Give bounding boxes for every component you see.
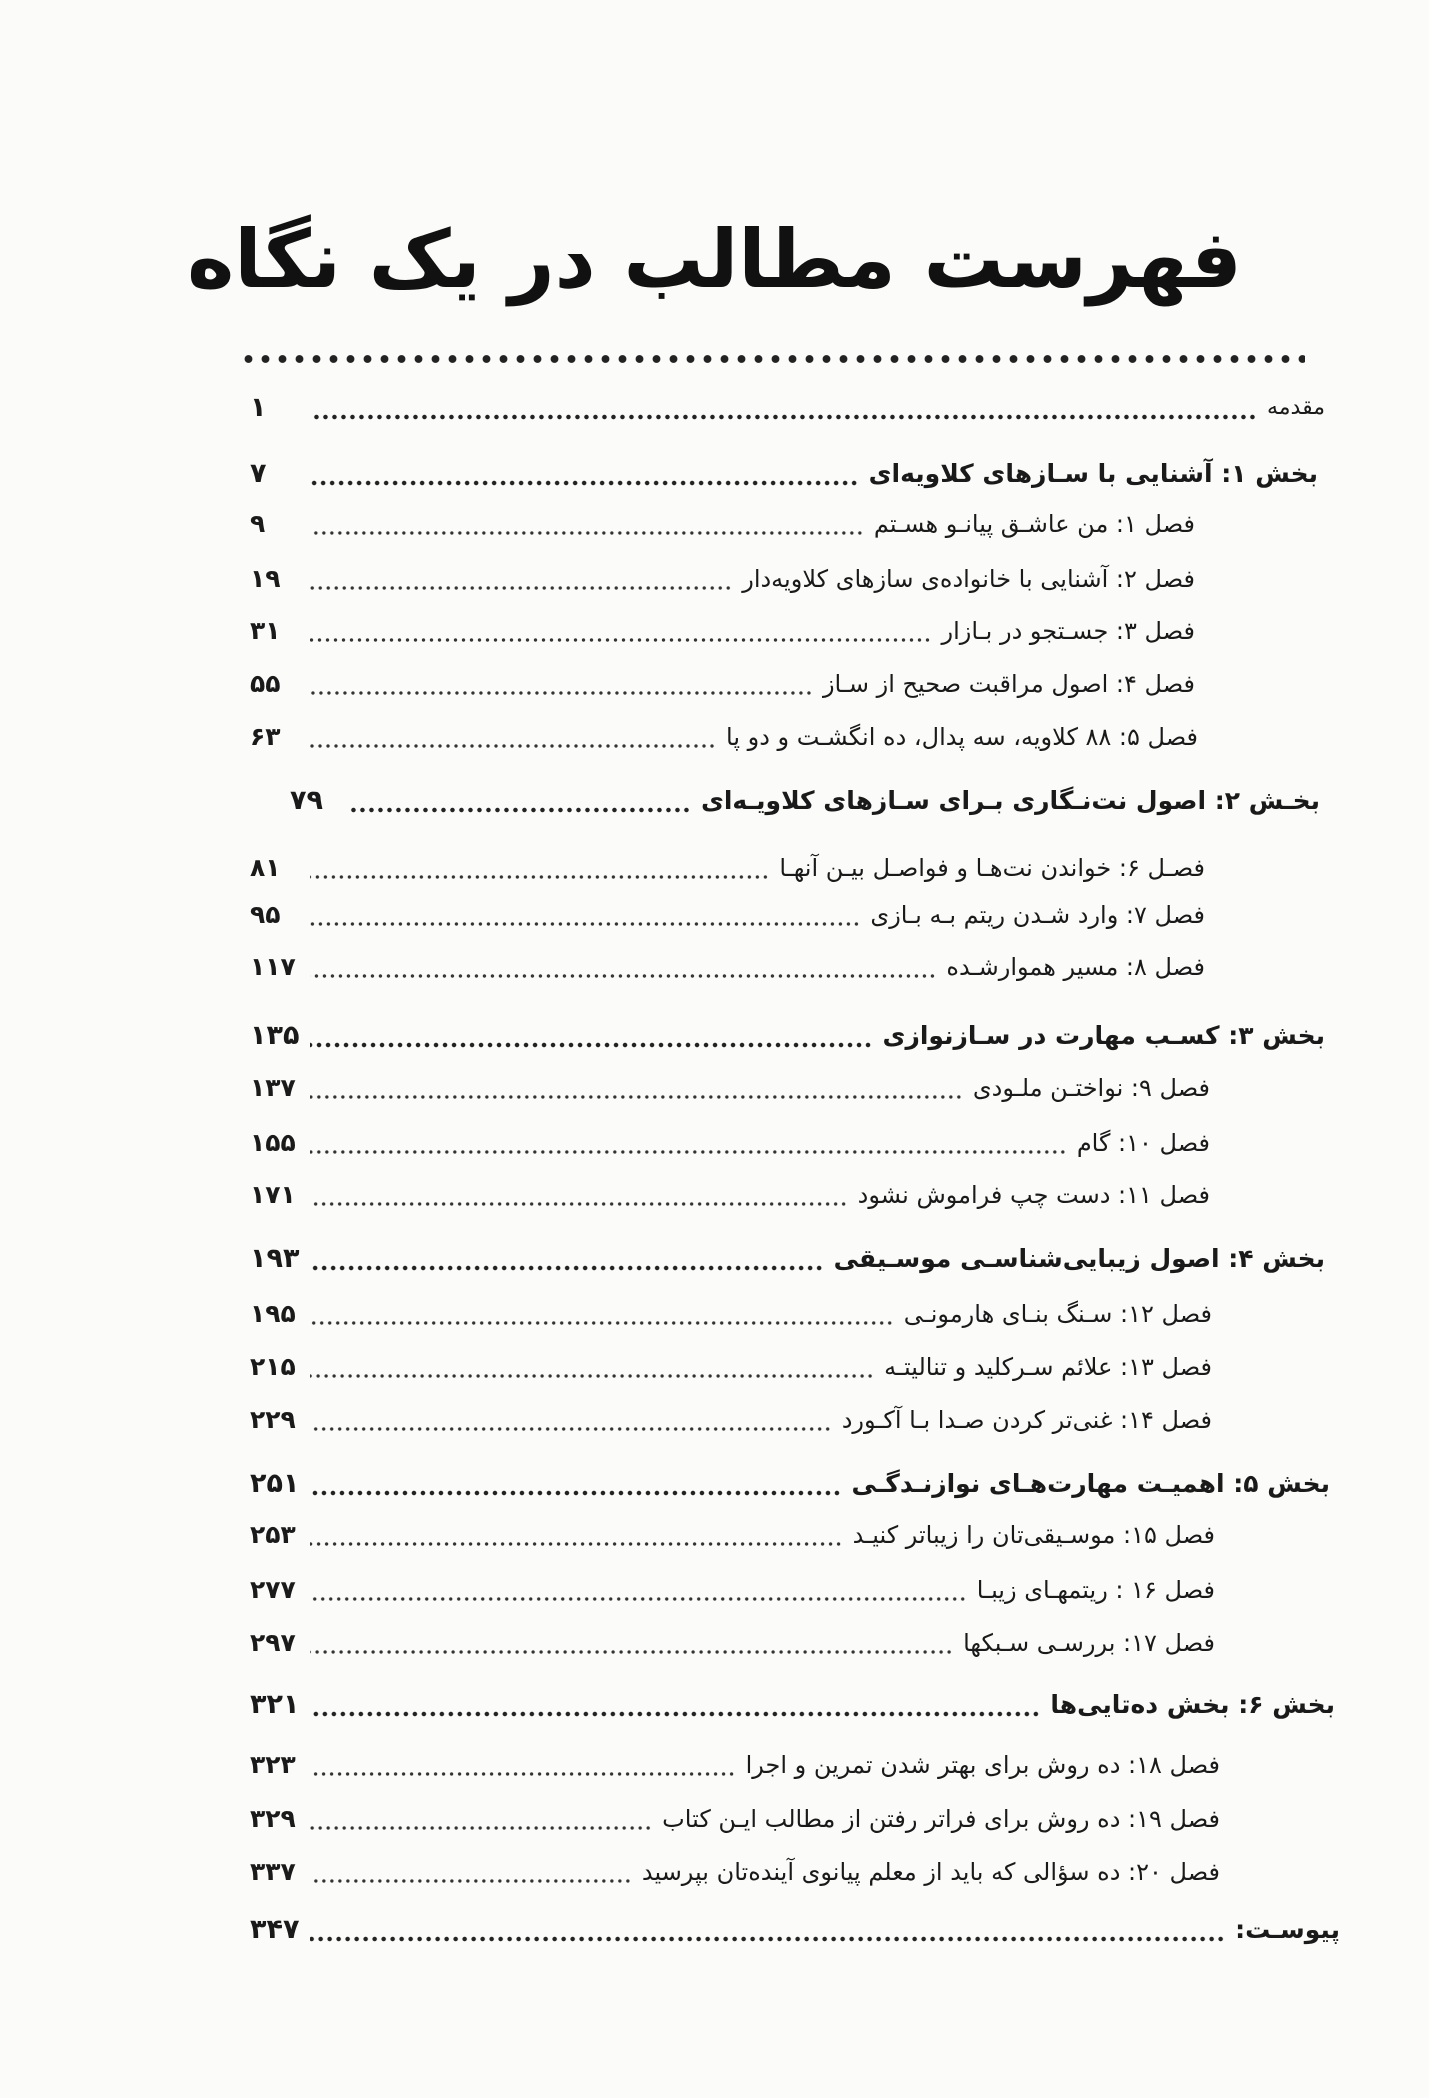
toc-entry-label: فصل ۴: اصول مراقبت صحیح از سـاز bbox=[822, 670, 1195, 698]
toc-entry-label: فصل ۱: من عاشـق پیانـو هسـتم bbox=[873, 510, 1195, 538]
toc-entry-label: فصل ۲: آشنایی با خانواده‌ی سازهای کلاویه‌دار bbox=[742, 565, 1195, 593]
dot-leader bbox=[310, 972, 936, 980]
toc-entry-chapter-14[interactable] bbox=[250, 1398, 1212, 1442]
toc-entry-chapter-15[interactable] bbox=[250, 1513, 1215, 1557]
toc-entry-label: فصل ۱۱: دست چپ فراموش نشود bbox=[857, 1181, 1210, 1209]
toc-page-number: ۷۹ bbox=[290, 785, 323, 816]
toc-page-number: ۹۵ bbox=[250, 900, 281, 929]
toc-page-number: ۳۲۹ bbox=[250, 1804, 296, 1833]
toc-entry-intro[interactable] bbox=[250, 386, 1325, 430]
dot-leader bbox=[310, 1877, 632, 1885]
page-title: فهرست مطالب در یک نگاه bbox=[187, 213, 1242, 306]
toc-entry-chapter-4[interactable] bbox=[250, 662, 1195, 706]
toc-entry-label: بخـش ۲: اصول نت‌نـگاری بـرای سـازهای کلاویـه‌ای bbox=[700, 786, 1320, 815]
toc-page-number: ۱۵۵ bbox=[250, 1128, 296, 1157]
toc-page-number: ۱۹ bbox=[250, 564, 281, 593]
toc-entry-chapter-10[interactable] bbox=[250, 1121, 1210, 1165]
dot-leader bbox=[310, 1041, 873, 1049]
dot-leader bbox=[310, 1770, 736, 1778]
toc-entry-label: فصل ۹: نواختـن ملـودی bbox=[972, 1074, 1210, 1102]
dot-leader bbox=[310, 1372, 874, 1380]
toc-entry-chapter-3[interactable] bbox=[250, 609, 1195, 653]
toc-entry-label: بخش ۵: اهمیـت مهارت‌هـای نوازنـدگـی bbox=[851, 1469, 1330, 1498]
toc-entry-label: فصل ۱۷: بررسـی سـبکها bbox=[963, 1629, 1215, 1657]
toc-entry-chapter-13[interactable] bbox=[250, 1345, 1212, 1389]
toc-page-number: ۱۱۷ bbox=[250, 952, 296, 981]
toc-entry-label: پیوسـت: bbox=[1235, 1915, 1340, 1944]
toc-page-number: ۳۲۳ bbox=[250, 1750, 296, 1779]
toc-page-number: ۳۴۷ bbox=[250, 1914, 300, 1945]
toc-page-number: ۳۲۱ bbox=[250, 1689, 300, 1720]
dot-leader bbox=[310, 1489, 841, 1497]
toc-page-number: ۲۵۳ bbox=[250, 1520, 296, 1549]
toc-entry-label: فصل ۱۲: سـنگ بنـای هارمونـی bbox=[903, 1300, 1212, 1328]
toc-page-number: ۵۵ bbox=[250, 669, 281, 698]
toc-entry-chapter-6[interactable] bbox=[250, 846, 1205, 890]
toc-entry-label: بخش ۱: آشنایی با سـازهای کلاویه‌ای bbox=[868, 459, 1318, 488]
toc-entry-chapter-1[interactable] bbox=[250, 502, 1195, 546]
dot-leader bbox=[310, 742, 716, 750]
toc-entry-label: بخش ۳: کسـب مهارت در سـازنوازی bbox=[882, 1021, 1325, 1050]
toc-page-number: ۳۱ bbox=[250, 616, 281, 645]
toc-entry-part-3[interactable] bbox=[250, 1014, 1325, 1058]
toc-page-number: ۲۵۱ bbox=[250, 1468, 300, 1499]
toc-page-number: ۱۷۱ bbox=[250, 1180, 296, 1209]
toc-page-number: ۳۳۷ bbox=[250, 1857, 296, 1886]
toc-entry-part-6[interactable] bbox=[250, 1683, 1335, 1727]
toc-entry-part-4[interactable] bbox=[250, 1237, 1325, 1281]
dot-leader bbox=[310, 584, 732, 592]
toc-entry-chapter-12[interactable] bbox=[250, 1292, 1212, 1336]
toc-page-number: ۶۳ bbox=[250, 722, 281, 751]
dot-leader bbox=[310, 1935, 1225, 1943]
toc-entry-label: بخش ۴: اصول زیبایی‌شناسـی موسـیقی bbox=[833, 1244, 1325, 1273]
dot-leader bbox=[310, 1319, 894, 1327]
toc-page-number: ۲۱۵ bbox=[250, 1352, 296, 1381]
dot-leader bbox=[310, 1710, 1040, 1718]
dot-leader bbox=[310, 413, 1257, 421]
dot-leader bbox=[350, 806, 691, 814]
dot-leader bbox=[310, 873, 769, 881]
toc-page-number: ۲۷۷ bbox=[250, 1575, 296, 1604]
toc-entry-chapter-11[interactable] bbox=[250, 1173, 1210, 1217]
toc-page-number: ۱۳۷ bbox=[250, 1073, 296, 1102]
toc-entry-appendix[interactable] bbox=[250, 1908, 1340, 1952]
dot-leader bbox=[310, 1264, 824, 1272]
toc-page-number: ۹ bbox=[250, 509, 266, 538]
toc-page-number: ۱۳۵ bbox=[250, 1020, 300, 1051]
toc-page-number: ۲۹۷ bbox=[250, 1628, 296, 1657]
toc-entry-label: فصل ۱۴: غنی‌تر کردن صـدا بـا آکـورد bbox=[841, 1406, 1212, 1434]
toc-page-number: ۱۹۳ bbox=[250, 1243, 300, 1274]
toc-page-number: ۸۱ bbox=[250, 853, 281, 882]
toc-entry-chapter-20[interactable] bbox=[250, 1850, 1220, 1894]
dot-leader bbox=[310, 529, 864, 537]
toc-entry-chapter-7[interactable] bbox=[250, 893, 1205, 937]
dot-leader bbox=[310, 636, 931, 644]
toc-entry-label: فصل ۳: جسـتجو در بـازار bbox=[941, 617, 1195, 645]
dot-leader bbox=[310, 1200, 848, 1208]
toc-entry-label: فصل ۵: ۸۸ کلاویه، سه پدال، ده انگشـت و دو پا bbox=[726, 723, 1198, 751]
toc-entry-label: فصل ۱۸: ده روش برای بهتر شدن تمرین و اجرا bbox=[745, 1751, 1220, 1779]
toc-page-number: ۱۹۵ bbox=[250, 1299, 296, 1328]
toc-entry-chapter-17[interactable] bbox=[250, 1621, 1215, 1665]
toc-entry-label: فصل ۱۵: موسـیقی‌تان را زیباتر کنیـد bbox=[852, 1521, 1215, 1549]
dot-leader bbox=[310, 1595, 967, 1603]
dot-leader bbox=[310, 1540, 843, 1548]
toc-entry-label: مقدمه bbox=[1266, 395, 1325, 420]
dot-leader bbox=[310, 1425, 832, 1433]
toc-page-number: ۱ bbox=[250, 392, 267, 423]
dot-leader bbox=[310, 1148, 1067, 1156]
toc-entry-label: فصل ۸: مسیر هموارشـده bbox=[946, 953, 1205, 981]
dot-leader bbox=[310, 1824, 652, 1832]
toc-entry-label: فصل ۱۳: علائم سـرکلید و تنالیتـه bbox=[884, 1353, 1212, 1381]
toc-entry-chapter-18[interactable] bbox=[250, 1743, 1220, 1787]
toc-entry-label: فصل ۱۹: ده روش برای فراتر رفتن از مطالب ایـن کتاب bbox=[662, 1805, 1220, 1833]
toc-entry-chapter-9[interactable] bbox=[250, 1066, 1210, 1110]
dot-leader bbox=[310, 1648, 953, 1656]
dot-leader bbox=[310, 689, 813, 697]
toc-entry-label: فصل ۷: وارد شـدن ریتم بـه بـازی bbox=[870, 901, 1205, 929]
dot-leader bbox=[310, 920, 860, 928]
toc-page-number: ۲۲۹ bbox=[250, 1405, 296, 1434]
toc-entry-chapter-2[interactable] bbox=[250, 557, 1195, 601]
toc-entry-label: فصـل ۶: خواندن نت‌هـا و فواصـل بیـن آنهـا bbox=[779, 854, 1205, 882]
toc-entry-chapter-8[interactable] bbox=[250, 945, 1205, 989]
toc-entry-part-5[interactable] bbox=[250, 1462, 1330, 1506]
toc-entry-part-2[interactable] bbox=[290, 779, 1320, 823]
toc-entry-label: فصل ۲۰: ده سؤالی که باید از معلم پیانوی آینده‌تان بپرسید bbox=[641, 1858, 1220, 1886]
dot-leader bbox=[310, 479, 859, 487]
toc-entry-label: فصل ۱۰: گام bbox=[1076, 1129, 1210, 1157]
toc-entry-label: بخش ۶: بخش ده‌تایی‌ها bbox=[1050, 1690, 1335, 1719]
dot-leader bbox=[310, 1093, 963, 1101]
toc-entry-part-1[interactable] bbox=[250, 452, 1318, 496]
toc-entry-chapter-19[interactable] bbox=[250, 1797, 1220, 1841]
toc-page-number: ۷ bbox=[250, 458, 267, 489]
toc-entry-chapter-5[interactable] bbox=[250, 715, 1198, 759]
toc-entry-label: فصل ۱۶ : ریتمهـای زیبـا bbox=[976, 1576, 1215, 1604]
toc-entry-chapter-16[interactable] bbox=[250, 1568, 1215, 1612]
